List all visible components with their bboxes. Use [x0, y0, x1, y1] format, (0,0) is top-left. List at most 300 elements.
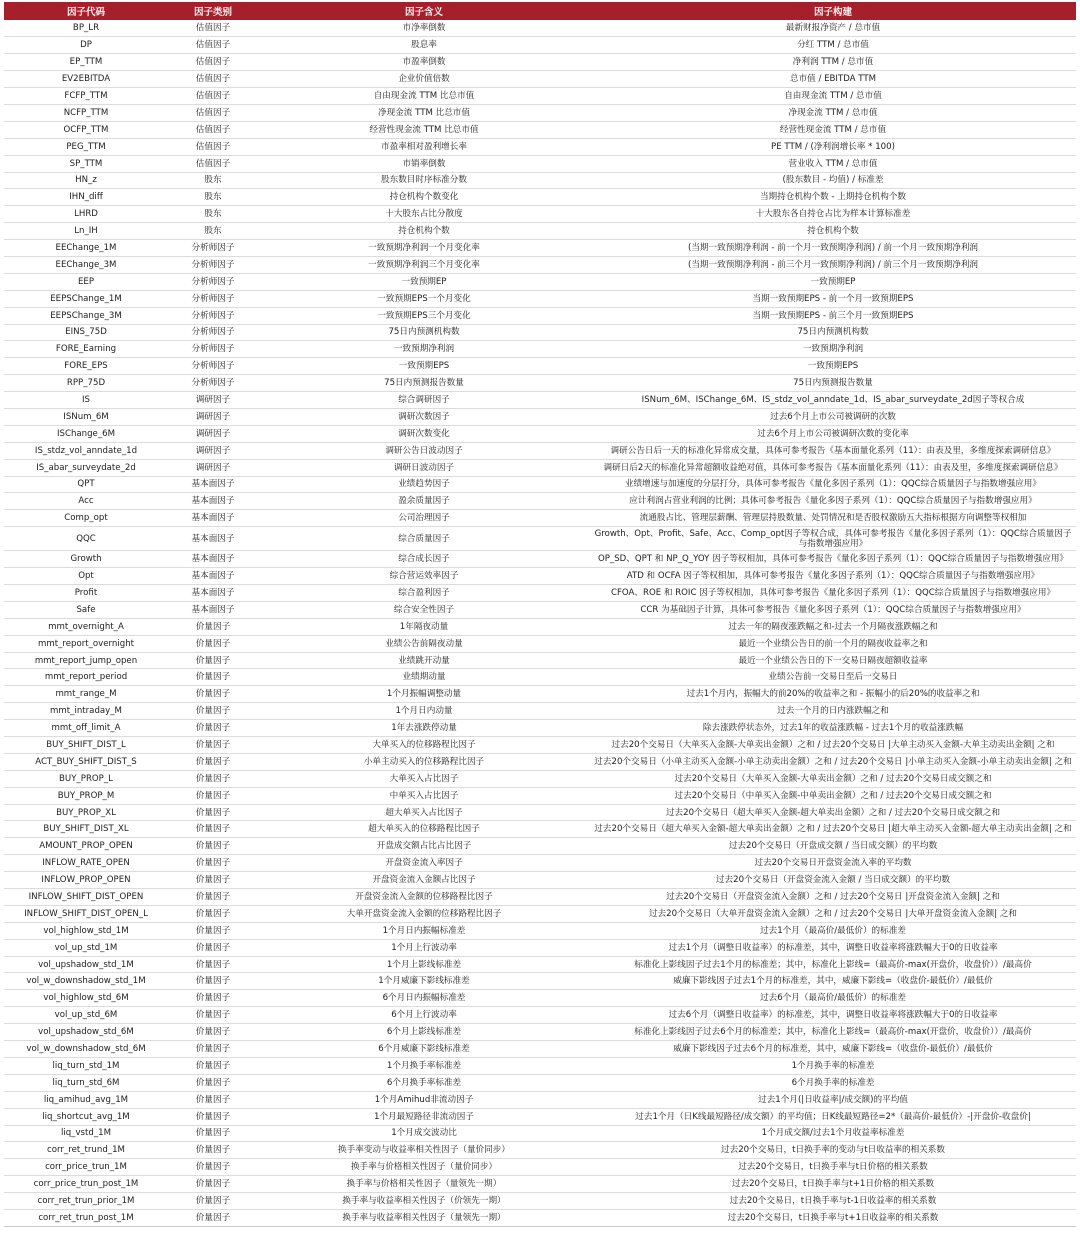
cell-factor-meaning: 调研日波动因子	[258, 459, 590, 476]
cell-factor-meaning: 市销率倒数	[258, 155, 590, 172]
cell-factor-category: 分析师因子	[168, 324, 258, 341]
cell-factor-code: EEPSChange_1M	[4, 290, 168, 307]
table-row	[4, 121, 1076, 138]
cell-factor-construction: 过去1个月（日K线最短路径/成交额）的平均值；日K线最短路径=2*（最高价-最低价）-|开盘价-收盘价|	[590, 1108, 1076, 1125]
cell-factor-code: corr_ret_trun_prior_1M	[4, 1193, 168, 1210]
table-row	[4, 1007, 1076, 1024]
cell-factor-meaning: 业绩公告前隔夜动量	[258, 635, 590, 652]
cell-factor-construction: 总市值 / EBITDA TTM	[590, 71, 1076, 88]
table-row	[4, 990, 1076, 1007]
cell-factor-meaning: 业绩趋势因子	[258, 476, 590, 493]
cell-factor-code: BP_LR	[4, 20, 168, 37]
cell-factor-code: BUY_PROP_XL	[4, 804, 168, 821]
cell-factor-category: 价量因子	[168, 1176, 258, 1193]
table-row	[4, 1074, 1076, 1091]
cell-factor-code: INFLOW_SHIFT_DIST_OPEN	[4, 889, 168, 906]
table-row	[4, 375, 1076, 392]
table-row	[4, 1159, 1076, 1176]
cell-factor-meaning: 1个月上行波动率	[258, 939, 590, 956]
cell-factor-construction: 持仓机构个数	[590, 223, 1076, 240]
cell-factor-meaning: 一致预期EPS三个月变化	[258, 307, 590, 324]
cell-factor-code: INFLOW_SHIFT_DIST_OPEN_L	[4, 905, 168, 922]
cell-factor-meaning: 6个月上影线标准差	[258, 1024, 590, 1041]
cell-factor-meaning: 综合营运效率因子	[258, 568, 590, 585]
cell-factor-category: 基本面因子	[168, 551, 258, 568]
cell-factor-code: Comp_opt	[4, 510, 168, 527]
cell-factor-code: vol_upshadow_std_6M	[4, 1024, 168, 1041]
cell-factor-code: ACT_BUY_SHIFT_DIST_S	[4, 753, 168, 770]
cell-factor-code: mmt_intraday_M	[4, 703, 168, 720]
cell-factor-category: 价量因子	[168, 889, 258, 906]
cell-factor-code: QQC	[4, 527, 168, 551]
cell-factor-meaning: 净现金流 TTM 比总市值	[258, 104, 590, 121]
table-row	[4, 551, 1076, 568]
cell-factor-meaning: 综合成长因子	[258, 551, 590, 568]
cell-factor-construction: CFOA、ROE 和 ROIC 因子等权相加，具体可参考报告《量化多因子系列（1）：QQC综合质量因子与指数增强应用》	[590, 585, 1076, 602]
cell-factor-category: 价量因子	[168, 1024, 258, 1041]
cell-factor-construction: 过去20个交易日（大单买入金额-大单卖出金额）之和 / 过去20个交易日 |大单主动买入金额-大单主动卖出金额| 之和	[590, 737, 1076, 754]
cell-factor-meaning: 经营性现金流 TTM 比总市值	[258, 121, 590, 138]
cell-factor-category: 价量因子	[168, 939, 258, 956]
header-row	[4, 2, 1076, 20]
cell-factor-category: 价量因子	[168, 804, 258, 821]
cell-factor-category: 调研因子	[168, 408, 258, 425]
table-row	[4, 206, 1076, 223]
cell-factor-meaning: 6个月日内振幅标准差	[258, 990, 590, 1007]
cell-factor-category: 价量因子	[168, 990, 258, 1007]
cell-factor-construction: 过去20个交易日，t日换手率与t+1日价格的相关系数	[590, 1176, 1076, 1193]
cell-factor-code: LHRD	[4, 206, 168, 223]
cell-factor-construction: 过去1个月（最高价/最低价）的标准差	[590, 922, 1076, 939]
cell-factor-construction: 过去20个交易日（开盘成交额 / 当日成交额）的平均数	[590, 838, 1076, 855]
cell-factor-meaning: 超大单买入的位移路程比因子	[258, 821, 590, 838]
cell-factor-construction: 一致预期净利润	[590, 341, 1076, 358]
cell-factor-meaning: 自由现金流 TTM 比总市值	[258, 88, 590, 105]
cell-factor-code: vol_up_std_1M	[4, 939, 168, 956]
table-row	[4, 922, 1076, 939]
cell-factor-meaning: 中单买入占比因子	[258, 787, 590, 804]
cell-factor-meaning: 1个月最短路径非流动因子	[258, 1108, 590, 1125]
cell-factor-meaning: 1个月Amihud非流动因子	[258, 1091, 590, 1108]
cell-factor-construction: Growth、Opt、Profit、Safe、Acc、Comp_opt因子等权合成，具体可参考报告《量化多因子系列（1）：QQC综合质量因子与指数增强应用》	[590, 527, 1076, 551]
cell-factor-code: BUY_PROP_M	[4, 787, 168, 804]
cell-factor-meaning: 换手率与价格相关性因子（量领先一期）	[258, 1176, 590, 1193]
cell-factor-construction: 6个月换手率的标准差	[590, 1074, 1076, 1091]
cell-factor-construction: PE TTM / (净利润增长率 * 100)	[590, 138, 1076, 155]
cell-factor-meaning: 一致预期EPS	[258, 358, 590, 375]
cell-factor-meaning: 换手率变动与收益率相关性因子（量价同步）	[258, 1142, 590, 1159]
cell-factor-category: 股东	[168, 206, 258, 223]
cell-factor-category: 价量因子	[168, 787, 258, 804]
cell-factor-category: 价量因子	[168, 652, 258, 669]
cell-factor-construction: 过去一年的隔夜涨跌幅之和-过去一个月隔夜涨跌幅之和	[590, 618, 1076, 635]
cell-factor-construction: 净现金流 TTM / 总市值	[590, 104, 1076, 121]
cell-factor-meaning: 1个月日内振幅标准差	[258, 922, 590, 939]
cell-factor-construction: 最近一个业绩公告日的下一交易日隔夜超额收益率	[590, 652, 1076, 669]
cell-factor-construction: 威廉下影线因子过去1个月的标准差，其中，威廉下影线=（收盘价-最低价）/最低价	[590, 973, 1076, 990]
table-row	[4, 1193, 1076, 1210]
cell-factor-category: 股东	[168, 172, 258, 189]
cell-factor-category: 价量因子	[168, 1125, 258, 1142]
cell-factor-category: 价量因子	[168, 1108, 258, 1125]
cell-factor-meaning: 1个月上影线标准差	[258, 956, 590, 973]
cell-factor-meaning: 超大单买入占比因子	[258, 804, 590, 821]
cell-factor-construction: 1个月换手率的标准差	[590, 1057, 1076, 1074]
table-row	[4, 568, 1076, 585]
cell-factor-construction: 75日内预测报告数量	[590, 375, 1076, 392]
cell-factor-code: FCFP_TTM	[4, 88, 168, 105]
cell-factor-construction: 过去1个月（调整日收益率）的标准差，其中，调整日收益率将涨跌幅大于0的日收益率	[590, 939, 1076, 956]
cell-factor-construction: 当期持仓机构个数 - 上期持仓机构个数	[590, 189, 1076, 206]
cell-factor-category: 价量因子	[168, 1074, 258, 1091]
cell-factor-meaning: 换手率与收益率相关性因子（价领先一期）	[258, 1193, 590, 1210]
cell-factor-construction: 业绩增速与加速度的分层打分，具体可参考报告《量化多因子系列（1）：QQC综合质量因子与指数增强应用》	[590, 476, 1076, 493]
cell-factor-construction: 过去20个交易日（开盘资金流入金额 / 当日成交额）的平均数	[590, 872, 1076, 889]
cell-factor-construction: 过去20个交易日（大单买入金额-大单卖出金额）之和 / 过去20个交易日成交额之和	[590, 770, 1076, 787]
table-row	[4, 635, 1076, 652]
cell-factor-construction: 一致预期EP	[590, 273, 1076, 290]
cell-factor-construction: 过去20个交易日（小单主动买入金额-小单主动卖出金额）之和 / 过去20个交易日 |小单主动买入金额-小单主动卖出金额| 之和	[590, 753, 1076, 770]
cell-factor-construction: 威廉下影线因子过去6个月的标准差，其中，威廉下影线=（收盘价-最低价）/最低价	[590, 1041, 1076, 1058]
cell-factor-meaning: 公司治理因子	[258, 510, 590, 527]
cell-factor-category: 价量因子	[168, 1057, 258, 1074]
cell-factor-code: EP_TTM	[4, 54, 168, 71]
cell-factor-code: ISNum_6M	[4, 408, 168, 425]
cell-factor-construction: 净利润 TTM / 总市值	[590, 54, 1076, 71]
cell-factor-construction: 调研公告日后一天的标准化异常成交量，具体可参考报告《基本面量化系列（11）：由表及里，多维度探索调研信息》	[590, 442, 1076, 459]
cell-factor-construction: OP_SD、QPT 和 NP_Q_YOY 因子等权相加，具体可参考报告《量化多因子系列（1）：QQC综合质量因子与指数增强应用》	[590, 551, 1076, 568]
table-row	[4, 669, 1076, 686]
header-factor-construction: 因子构建	[590, 2, 1076, 20]
table-row	[4, 1142, 1076, 1159]
cell-factor-meaning: 一致预期净利润一个月变化率	[258, 240, 590, 257]
cell-factor-category: 调研因子	[168, 425, 258, 442]
table-row	[4, 821, 1076, 838]
cell-factor-code: vol_highlow_std_1M	[4, 922, 168, 939]
cell-factor-category: 价量因子	[168, 838, 258, 855]
table-row	[4, 1209, 1076, 1226]
cell-factor-meaning: 综合调研因子	[258, 392, 590, 409]
table-row	[4, 172, 1076, 189]
table-row	[4, 408, 1076, 425]
cell-factor-meaning: 持仓机构个数	[258, 223, 590, 240]
table-row	[4, 324, 1076, 341]
cell-factor-code: IS_stdz_vol_anndate_1d	[4, 442, 168, 459]
cell-factor-meaning: 1年去涨跌停动量	[258, 720, 590, 737]
cell-factor-code: corr_ret_trun_post_1M	[4, 1209, 168, 1226]
table-row	[4, 425, 1076, 442]
table-row	[4, 703, 1076, 720]
table-row	[4, 770, 1076, 787]
cell-factor-code: Safe	[4, 601, 168, 618]
cell-factor-meaning: 综合质量因子	[258, 527, 590, 551]
table-row	[4, 838, 1076, 855]
table-row	[4, 1176, 1076, 1193]
factor-table	[4, 2, 1076, 1227]
cell-factor-meaning: 调研次数因子	[258, 408, 590, 425]
cell-factor-code: Opt	[4, 568, 168, 585]
table-row	[4, 392, 1076, 409]
cell-factor-code: liq_amihud_avg_1M	[4, 1091, 168, 1108]
cell-factor-category: 基本面因子	[168, 601, 258, 618]
table-row	[4, 601, 1076, 618]
cell-factor-construction: 一致预期EPS	[590, 358, 1076, 375]
cell-factor-category: 股东	[168, 223, 258, 240]
cell-factor-meaning: 一致预期EP	[258, 273, 590, 290]
cell-factor-construction: 标准化上影线因子过去6个月的标准差；其中，标准化上影线=（最高价-max(开盘价，收盘价））/最高价	[590, 1024, 1076, 1041]
cell-factor-meaning: 市盈率相对盈利增长率	[258, 138, 590, 155]
cell-factor-code: vol_upshadow_std_1M	[4, 956, 168, 973]
cell-factor-construction: 过去20个交易日开盘资金流入率的平均数	[590, 855, 1076, 872]
cell-factor-construction: 过去20个交易日（开盘资金流入金额）之和 / 过去20个交易日 |开盘资金流入金额| 之和	[590, 889, 1076, 906]
table-row	[4, 720, 1076, 737]
table-row	[4, 804, 1076, 821]
table-row	[4, 1057, 1076, 1074]
cell-factor-meaning: 盈余质量因子	[258, 493, 590, 510]
table-row	[4, 54, 1076, 71]
table-row	[4, 71, 1076, 88]
cell-factor-category: 价量因子	[168, 753, 258, 770]
cell-factor-category: 价量因子	[168, 1193, 258, 1210]
cell-factor-construction: 过去20个交易日（大单开盘资金流入金额）之和 / 过去20个交易日 |大单开盘资金流入金额| 之和	[590, 905, 1076, 922]
cell-factor-category: 分析师因子	[168, 240, 258, 257]
cell-factor-meaning: 1个月威廉下影线标准差	[258, 973, 590, 990]
table-row	[4, 973, 1076, 990]
cell-factor-construction: 过去20个交易日，t日换手率的变动与t日收益率的相关系数	[590, 1142, 1076, 1159]
cell-factor-code: BUY_SHIFT_DIST_L	[4, 737, 168, 754]
table-row	[4, 1041, 1076, 1058]
cell-factor-construction: 过去20个交易日（超大单买入金额-超大单卖出金额）之和 / 过去20个交易日 |超大单主动买入金额-超大单主动卖出金额| 之和	[590, 821, 1076, 838]
cell-factor-meaning: 一致预期净利润三个月变化率	[258, 256, 590, 273]
cell-factor-meaning: 6个月换手率标准差	[258, 1074, 590, 1091]
cell-factor-category: 调研因子	[168, 442, 258, 459]
cell-factor-construction: ATD 和 OCFA 因子等权相加，具体可参考报告《量化多因子系列（1）：QQC综合质量因子与指数增强应用》	[590, 568, 1076, 585]
cell-factor-construction: 过去20个交易日（中单买入金额-中单卖出金额）之和 / 过去20个交易日成交额之和	[590, 787, 1076, 804]
cell-factor-code: EEChange_3M	[4, 256, 168, 273]
cell-factor-code: HN_z	[4, 172, 168, 189]
cell-factor-category: 价量因子	[168, 1007, 258, 1024]
cell-factor-construction: 流通股占比、管理层薪酬、管理层持股数量、处罚情况和是否股权激励五大指标根据方向调整等权相加	[590, 510, 1076, 527]
cell-factor-construction: (当期一致预期净利润 - 前一个月一致预期净利润) / 前一个月一致预期净利润	[590, 240, 1076, 257]
cell-factor-meaning: 一致预期净利润	[258, 341, 590, 358]
cell-factor-construction: 过去20个交易日（超大单买入金额-超大单卖出金额）之和 / 过去20个交易日成交额之和	[590, 804, 1076, 821]
cell-factor-category: 价量因子	[168, 686, 258, 703]
table-row	[4, 939, 1076, 956]
cell-factor-category: 股东	[168, 189, 258, 206]
table-row	[4, 341, 1076, 358]
cell-factor-category: 调研因子	[168, 392, 258, 409]
cell-factor-construction: 调研日后2天的标准化异常超额收益绝对值，具体可参考报告《基本面量化系列（11）：由表及里，多维度探索调研信息》	[590, 459, 1076, 476]
cell-factor-meaning: 综合盈利因子	[258, 585, 590, 602]
cell-factor-code: IS_abar_surveydate_2d	[4, 459, 168, 476]
table-row	[4, 1091, 1076, 1108]
cell-factor-code: vol_highlow_std_6M	[4, 990, 168, 1007]
cell-factor-category: 估值因子	[168, 104, 258, 121]
cell-factor-category: 价量因子	[168, 1041, 258, 1058]
cell-factor-construction: 过去1个月(|日收益率|/成交额)的平均值	[590, 1091, 1076, 1108]
cell-factor-code: INFLOW_RATE_OPEN	[4, 855, 168, 872]
cell-factor-category: 基本面因子	[168, 585, 258, 602]
table-row	[4, 618, 1076, 635]
cell-factor-meaning: 持仓机构个数变化	[258, 189, 590, 206]
table-row	[4, 104, 1076, 121]
table-row	[4, 256, 1076, 273]
cell-factor-meaning: 开盘成交额占比占比因子	[258, 838, 590, 855]
cell-factor-code: mmt_off_limit_A	[4, 720, 168, 737]
cell-factor-construction: 营业收入 TTM / 总市值	[590, 155, 1076, 172]
cell-factor-meaning: 业绩期动量	[258, 669, 590, 686]
cell-factor-category: 分析师因子	[168, 273, 258, 290]
cell-factor-category: 分析师因子	[168, 256, 258, 273]
table-row	[4, 905, 1076, 922]
table-row	[4, 442, 1076, 459]
table-row	[4, 872, 1076, 889]
cell-factor-code: liq_vstd_1M	[4, 1125, 168, 1142]
cell-factor-code: IHN_diff	[4, 189, 168, 206]
cell-factor-code: SP_TTM	[4, 155, 168, 172]
table-row	[4, 493, 1076, 510]
cell-factor-category: 价量因子	[168, 737, 258, 754]
cell-factor-code: Profit	[4, 585, 168, 602]
cell-factor-construction: ISNum_6M、ISChange_6M、IS_stdz_vol_anndate_1d、IS_abar_surveydate_2d因子等权合成	[590, 392, 1076, 409]
cell-factor-meaning: 一致预期EPS一个月变化	[258, 290, 590, 307]
cell-factor-code: RPP_75D	[4, 375, 168, 392]
table-row	[4, 307, 1076, 324]
cell-factor-category: 价量因子	[168, 720, 258, 737]
cell-factor-code: EINS_75D	[4, 324, 168, 341]
table-body	[4, 20, 1076, 1226]
table-row	[4, 1125, 1076, 1142]
cell-factor-code: EV2EBITDA	[4, 71, 168, 88]
cell-factor-code: liq_turn_std_6M	[4, 1074, 168, 1091]
cell-factor-construction: 业绩公告前一交易日至后一交易日	[590, 669, 1076, 686]
table-row	[4, 585, 1076, 602]
cell-factor-code: AMOUNT_PROP_OPEN	[4, 838, 168, 855]
cell-factor-category: 基本面因子	[168, 510, 258, 527]
cell-factor-construction: 过去6个月（调整日收益率）的标准差，其中，调整日收益率将涨跌幅大于0的日收益率	[590, 1007, 1076, 1024]
table-row	[4, 37, 1076, 54]
cell-factor-code: mmt_report_period	[4, 669, 168, 686]
cell-factor-meaning: 市盈率倒数	[258, 54, 590, 71]
cell-factor-meaning: 6个月上行波动率	[258, 1007, 590, 1024]
cell-factor-construction: 分红 TTM / 总市值	[590, 37, 1076, 54]
table-row	[4, 855, 1076, 872]
table-row	[4, 737, 1076, 754]
cell-factor-category: 分析师因子	[168, 375, 258, 392]
cell-factor-code: Growth	[4, 551, 168, 568]
table-row	[4, 189, 1076, 206]
cell-factor-code: DP	[4, 37, 168, 54]
cell-factor-code: corr_price_trun_1M	[4, 1159, 168, 1176]
cell-factor-meaning: 1个月振幅调整动量	[258, 686, 590, 703]
cell-factor-code: INFLOW_PROP_OPEN	[4, 872, 168, 889]
cell-factor-code: Ln_IH	[4, 223, 168, 240]
cell-factor-meaning: 1年隔夜动量	[258, 618, 590, 635]
cell-factor-construction: 标准化上影线因子过去1个月的标准差；其中，标准化上影线=（最高价-max(开盘价，收盘价））/最高价	[590, 956, 1076, 973]
table-row	[4, 223, 1076, 240]
cell-factor-category: 价量因子	[168, 821, 258, 838]
header-factor-category: 因子类别	[168, 2, 258, 20]
cell-factor-meaning: 1个月换手率标准差	[258, 1057, 590, 1074]
cell-factor-construction: 最近一个业绩公告日的前一个月的隔夜收益率之和	[590, 635, 1076, 652]
cell-factor-category: 价量因子	[168, 703, 258, 720]
cell-factor-category: 价量因子	[168, 669, 258, 686]
cell-factor-code: mmt_overnight_A	[4, 618, 168, 635]
cell-factor-code: BUY_PROP_L	[4, 770, 168, 787]
cell-factor-construction: 经营性现金流 TTM / 总市值	[590, 121, 1076, 138]
cell-factor-construction: 自由现金流 TTM / 总市值	[590, 88, 1076, 105]
cell-factor-meaning: 大单买入占比因子	[258, 770, 590, 787]
cell-factor-code: liq_turn_std_1M	[4, 1057, 168, 1074]
header-factor-code: 因子代码	[4, 2, 168, 20]
table-row	[4, 1108, 1076, 1125]
cell-factor-construction: 过去20个交易日，t日换手率与t-1日收益率的相关系数	[590, 1193, 1076, 1210]
table-row	[4, 889, 1076, 906]
cell-factor-category: 价量因子	[168, 872, 258, 889]
cell-factor-code: PEG_TTM	[4, 138, 168, 155]
cell-factor-meaning: 1个月成交波动比	[258, 1125, 590, 1142]
cell-factor-meaning: 大单买入的位移路程比因子	[258, 737, 590, 754]
cell-factor-construction: 当期一致预期EPS - 前三个月一致预期EPS	[590, 307, 1076, 324]
table-row	[4, 476, 1076, 493]
table-row	[4, 753, 1076, 770]
table-row	[4, 155, 1076, 172]
cell-factor-meaning: 调研公告日波动因子	[258, 442, 590, 459]
cell-factor-meaning: 6个月威廉下影线标准差	[258, 1041, 590, 1058]
cell-factor-category: 基本面因子	[168, 476, 258, 493]
cell-factor-category: 分析师因子	[168, 358, 258, 375]
cell-factor-code: EEChange_1M	[4, 240, 168, 257]
cell-factor-category: 价量因子	[168, 956, 258, 973]
cell-factor-code: mmt_report_jump_open	[4, 652, 168, 669]
cell-factor-meaning: 业绩跳开动量	[258, 652, 590, 669]
cell-factor-code: FORE_Earning	[4, 341, 168, 358]
cell-factor-construction: 过去6个月（最高价/最低价）的标准差	[590, 990, 1076, 1007]
cell-factor-meaning: 75日内预测机构数	[258, 324, 590, 341]
table-row	[4, 20, 1076, 37]
cell-factor-construction: 十大股东各自持仓占比为样本计算标准差	[590, 206, 1076, 223]
cell-factor-meaning: 股息率	[258, 37, 590, 54]
table-row	[4, 459, 1076, 476]
cell-factor-category: 分析师因子	[168, 341, 258, 358]
cell-factor-code: corr_ret_trund_1M	[4, 1142, 168, 1159]
cell-factor-category: 价量因子	[168, 1091, 258, 1108]
cell-factor-construction: 过去6个月上市公司被调研次数的变化率	[590, 425, 1076, 442]
cell-factor-meaning: 75日内预测报告数量	[258, 375, 590, 392]
cell-factor-construction: 75日内预测机构数	[590, 324, 1076, 341]
cell-factor-category: 调研因子	[168, 459, 258, 476]
header-factor-meaning: 因子含义	[258, 2, 590, 20]
cell-factor-category: 估值因子	[168, 138, 258, 155]
cell-factor-code: NCFP_TTM	[4, 104, 168, 121]
cell-factor-category: 估值因子	[168, 88, 258, 105]
cell-factor-code: vol_w_downshadow_std_1M	[4, 973, 168, 990]
cell-factor-construction: 1个月成交额/过去1个月收益率标准差	[590, 1125, 1076, 1142]
table-row	[4, 273, 1076, 290]
cell-factor-meaning: 综合安全性因子	[258, 601, 590, 618]
cell-factor-category: 价量因子	[168, 973, 258, 990]
cell-factor-code: FORE_EPS	[4, 358, 168, 375]
cell-factor-code: mmt_range_M	[4, 686, 168, 703]
cell-factor-code: OCFP_TTM	[4, 121, 168, 138]
cell-factor-construction: 过去1个月内，振幅大的前20%的收益率之和 - 振幅小的后20%的收益率之和	[590, 686, 1076, 703]
cell-factor-meaning: 市净率倒数	[258, 20, 590, 37]
table-row	[4, 1024, 1076, 1041]
table-row	[4, 88, 1076, 105]
cell-factor-code: mmt_report_overnight	[4, 635, 168, 652]
cell-factor-category: 价量因子	[168, 922, 258, 939]
cell-factor-construction: (当期一致预期净利润 - 前三个月一致预期净利润) / 前三个月一致预期净利润	[590, 256, 1076, 273]
